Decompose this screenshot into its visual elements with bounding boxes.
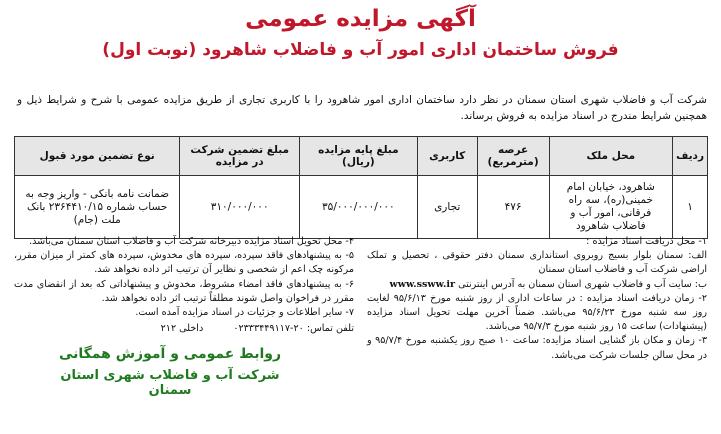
note-1a: الف: سمنان بلوار بسیج روبروی استانداری سمنان دفتر حقوقی ، تحصیل و تملک اراضی شرکت آب و فاضلاب استان سمنان <box>367 250 707 276</box>
table-header-row <box>15 137 708 176</box>
note-6: ۶- به پیشنهادهای فاقد امضاء مشروط، مخدوش و پیشنهاداتی که بعد از انقضای مدت مقرر در فراخوان واصل شوند مطلقاً ترتیب اثر داده نخواهد شد. <box>14 278 354 304</box>
cell-guarantee-type: ضمانت نامه بانکی - واریز وجه به حساب شماره ۲۳۶۴۴۱۰/۱۵ بانک ملت (جام) <box>15 176 180 239</box>
note-1b <box>367 278 707 292</box>
header-usage: کاربری <box>417 137 477 176</box>
website-link[interactable]: www.ssww.ir <box>389 278 456 290</box>
note-1b-text: ب: سایت آب و فاضلاب شهری استان سمنان به آدرس اینترنتی <box>458 278 707 290</box>
phone-extension: داخلی ۲۱۲ <box>160 323 204 335</box>
note-1: ۱- محل دریافت اسناد مزایده : <box>586 236 707 247</box>
notice-title: آگهی مزایده عمومی <box>245 6 476 32</box>
cell-location: شاهرود، خیابان امام خمینی(ره)، سه راه فرقانی، امور آب و فاضلاب شاهرود <box>549 176 673 239</box>
cell-area: ۴۷۶ <box>477 176 549 239</box>
note-4: ۴- محل تحویل اسناد مزایده دبیرخانه شرکت آب و فاضلاب استان سمنان می‌باشد. <box>29 236 354 247</box>
signature-company: شرکت آب و فاضلاب شهری استان سمنان <box>60 368 280 398</box>
header-base-price: مبلغ پایه مزایده (ریال) <box>300 137 418 176</box>
signature-department: روابط عمومی و آموزش همگانی <box>58 346 282 362</box>
phone-number: تلفن تماس: ۲۰-۰۲۳۳۳۴۴۹۱۱۷ <box>233 323 354 335</box>
cell-row-number: ۱ <box>673 176 708 239</box>
cell-base-price: ۳۵/۰۰۰/۰۰۰/۰۰۰ <box>300 176 418 239</box>
notes-column-left <box>14 235 354 336</box>
note-5: ۵- به پیشنهادهای فاقد سپرده، سپرده های مخدوش، سپرده های کمتر از میزان مقرر، مرکونه چک اعم از شخصی و نظایر آن ترتیب اثر داده نخواهد شد. <box>14 250 354 276</box>
intro-paragraph: شرکت آب و فاضلاب شهری استان سمنان در نظر دارد ساختمان اداری امور شاهرود را با کاربری تجاری از طریق مزایده عمومی با شرح و شرایط ذیل و همچنین شرایط مندرج در اسناد مزایده به فروش برساند. <box>17 94 707 122</box>
header-location: محل ملک <box>549 137 673 176</box>
header-area: عرصه (مترمربع) <box>477 137 549 176</box>
cell-guarantee-amount: ۳۱۰/۰۰۰/۰۰۰ <box>180 176 300 239</box>
note-3: ۳- زمان و مکان باز گشایی اسناد مزایده: ساعت ۱۰ صبح روز یکشنبه مورخ ۹۵/۷/۴ و در محل سالن جلسات شرکت می‌باشد. <box>367 335 708 361</box>
note-7: ۷- سایر اطلاعات و جزئیات در اسناد مزایده آمده است. <box>135 307 354 319</box>
header-row-number: ردیف <box>673 137 708 176</box>
notes-column-right <box>367 235 707 363</box>
note-2: ۲- زمان دریافت اسناد مزایده : در ساعات اداری از روز شنبه مورخ ۹۵/۶/۱۳ لغایت روز سه شنبه مورخ ۹۵/۶/۲۳ می‌باشد. ضمناً آخرین مهلت تحویل اسناد مزایده (پیشنهادات) ساعت ۱۵ روز شنبه مورخ ۹۵/۷/۳ می‌باشد. <box>367 292 708 333</box>
auction-table <box>14 136 708 239</box>
header-guarantee-type: نوع تضمین مورد قبول <box>15 137 180 176</box>
header-guarantee-amount: مبلغ تضمین شرکت در مزایده <box>180 137 300 176</box>
cell-usage: تجاری <box>417 176 477 239</box>
contact-phone <box>14 322 354 336</box>
table-row <box>15 176 708 239</box>
notice-subtitle: فروش ساختمان اداری امور آب و فاضلاب شاهرود (نوبت اول) <box>102 40 619 60</box>
